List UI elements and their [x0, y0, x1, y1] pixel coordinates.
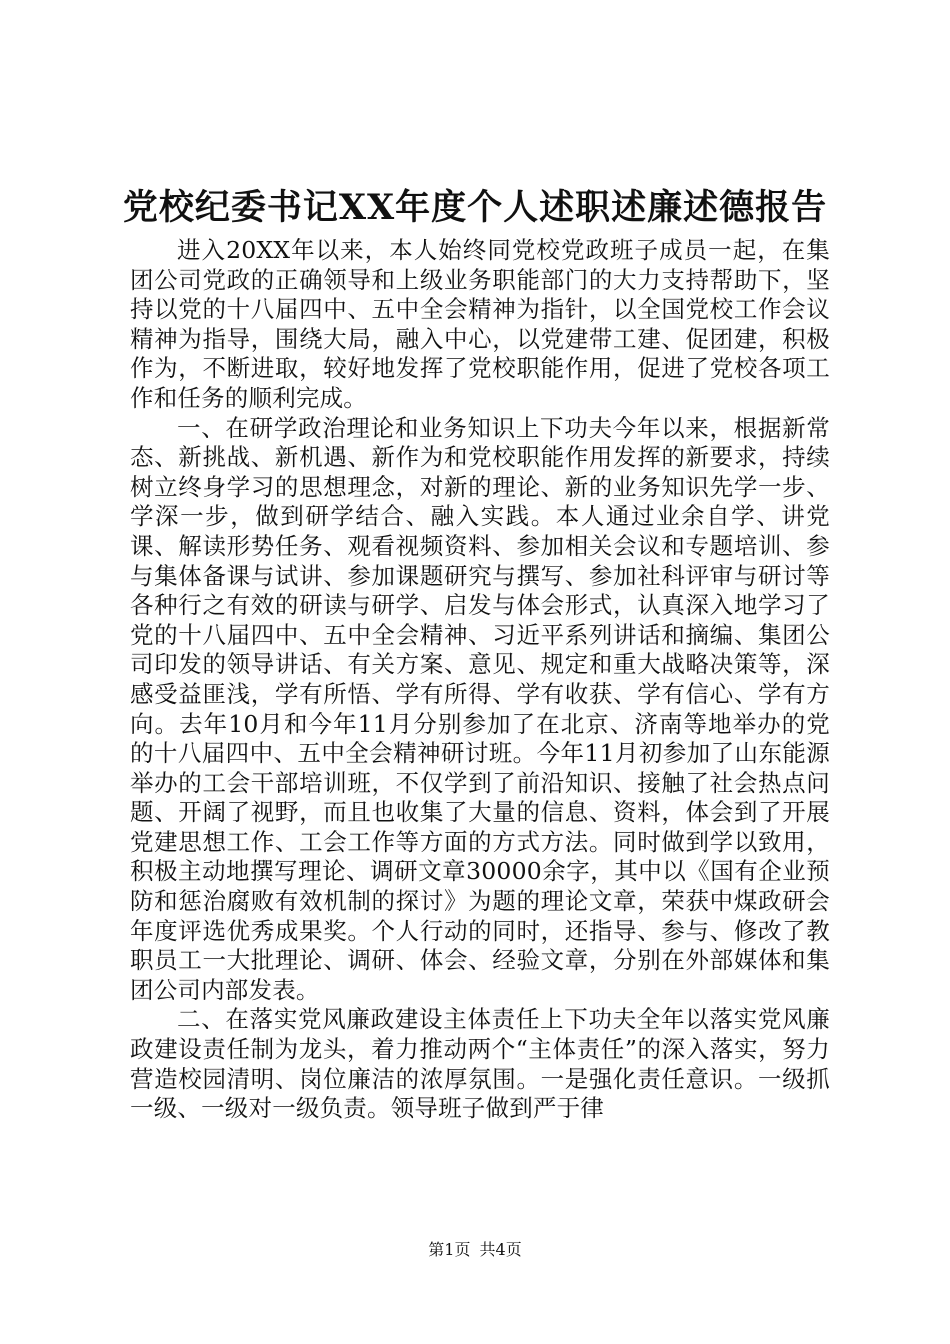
paragraph-intro: 进入20XX年以来，本人始终同党校党政班子成员一起，在集团公司党政的正确领导和上级业务职能部门的大力支持帮助下，坚持以党的十八届四中、五中全会精神为指针，以全国党校工作会议精神为指导，围绕大局，融入中心，以党建带工建、促团建，积极作为，不断进取，较好地发挥了党校职能作用，促进了党校各项工作和任务的顺利完成。 [130, 236, 830, 412]
document-body [130, 236, 830, 1124]
document-title: 党校纪委书记XX年度个人述职述廉述德报告 [122, 187, 828, 228]
page-footer [0, 1240, 950, 1260]
paragraph-section-one: 一、在研学政治理论和业务知识上下功夫今年以来，根据新常态、新挑战、新机遇、新作为和党校职能作用发挥的新要求，持续树立终身学习的思想理念，对新的理论、新的业务知识先学一步、学深一步，做到研学结合、融入实践。本人通过业余自学、讲党课、解读形势任务、观看视频资料、参加相关会议和专题培训、参与集体备课与试讲、参加课题研究与撰写、参加社科评审与研讨等各种行之有效的研读与研学、启发与体会形式，认真深入地学习了党的十八届四中、五中全会精神、习近平系列讲话和摘编、集团公司印发的领导讲话、有关方案、意见、规定和重大战略决策等，深感受益匪浅，学有所悟、学有所得、学有收获、学有信心、学有方向。去年10月和今年11月分别参加了在北京、济南等地举办的党的十八届四中、五中全会精神研讨班。今年11月初参加了山东能源举办的工会干部培训班，不仅学到了前沿知识、接触了社会热点问题、开阔了视野，而且也收集了大量的信息、资料，体会到了开展党建思想工作、工会工作等方面的方式方法。同时做到学以致用，积极主动地撰写理论、调研文章30000余字，其中以《国有企业预防和惩治腐败有效机制的探讨》为题的理论文章，荣获中煤政研会年度评选优秀成果奖。个人行动的同时，还指导、参与、修改了教职员工一大批理论、调研、体会、经验文章，分别在外部媒体和集团公司内部发表。 [130, 413, 830, 1004]
page-total: 共4页 [479, 1240, 522, 1259]
paragraph-section-two: 二、在落实党风廉政建设主体责任上下功夫全年以落实党风廉政建设责任制为龙头，着力推动两个“主体责任”的深入落实，努力营造校园清明、岗位廉洁的浓厚氛围。一是强化责任意识。一级抓一级、一级对一级负责。领导班子做到严于律 [130, 1005, 830, 1123]
page-number: 第1页 [428, 1240, 471, 1259]
